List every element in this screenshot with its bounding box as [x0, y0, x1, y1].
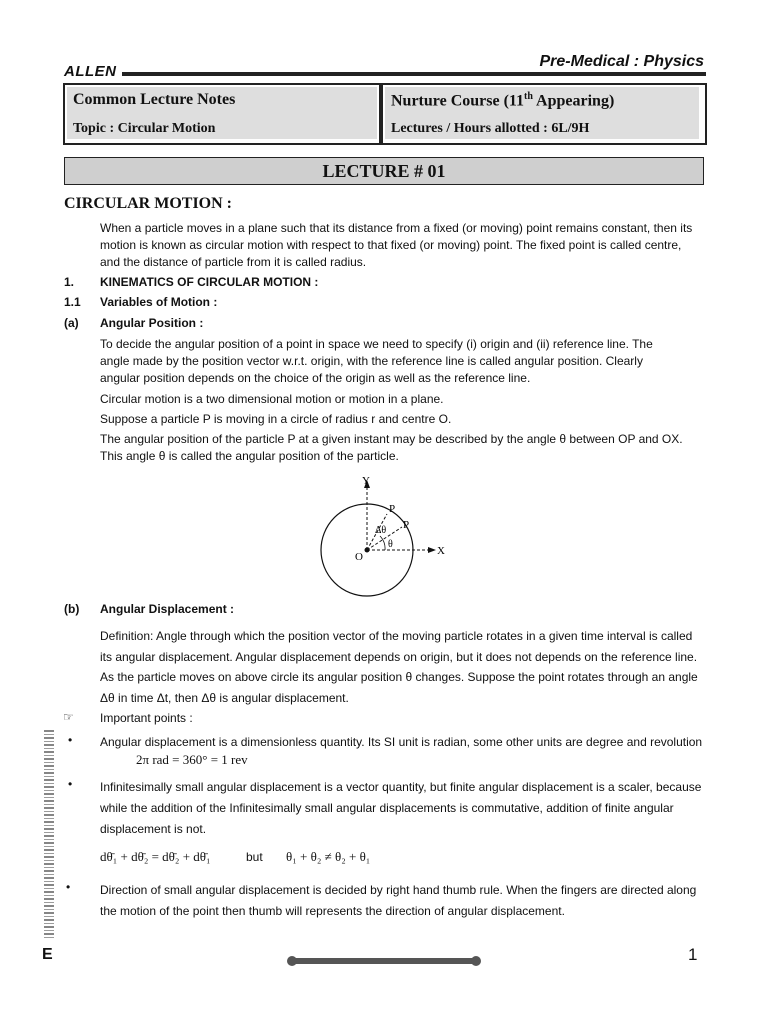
y-label: Y	[362, 475, 370, 487]
x-arrowhead	[428, 547, 436, 553]
bullet-icon: •	[68, 733, 73, 747]
header-rule	[122, 72, 706, 76]
side-file-path-strip	[44, 730, 54, 940]
origin-dot	[365, 548, 370, 553]
kinematics-number: 1.	[64, 275, 75, 289]
delta-theta-label: Δθ	[375, 525, 387, 536]
course-title: Nurture Course (11th Appearing)	[391, 91, 615, 110]
angular-displacement-number: (b)	[64, 602, 80, 616]
intro-paragraph: When a particle moves in a plane such that its distance from a fixed (or moving) point remains constant, then its motion is known as circular motion with respect to that fixed (or moving) point. The fixed point is called centre, and the distance of particle from it is called radius.	[100, 221, 693, 270]
topic-label: Topic : Circular Motion	[73, 121, 216, 136]
angular-displacement-text: Definition: Angle through which the position vector of the moving particle rotates in a given time interval is called its angular displacement. Angular displacement depends on origin, but it does not depends on the reference line. As the particle moves on above circle its angular position θ changes. Suppose the point rotates through an angle Δθ in time Δt, then Δθ is angular displacement.	[100, 629, 698, 705]
o-label: O	[355, 551, 363, 563]
variables-heading: Variables of Motion :	[100, 295, 218, 309]
course-notes-title: Common Lecture Notes	[73, 91, 236, 108]
section-title: CIRCULAR MOTION :	[64, 195, 232, 212]
footer-bar-right-dot	[471, 956, 481, 966]
x-label: X	[437, 545, 445, 557]
variables-number: 1.1	[64, 295, 81, 309]
lecture-title: LECTURE # 01	[64, 157, 704, 185]
bullet-1-text: Angular displacement is a dimensionless quantity. Its SI unit is radian, some other units are degree and revolution	[100, 735, 703, 749]
equation-but: but	[246, 850, 263, 864]
theta-label: θ	[388, 539, 393, 550]
bullet-3-text: Direction of small angular displacement is decided by right hand thumb rule. When the fingers are directed along the motion of the point then thumb will represents the direction of angular displacement.	[100, 883, 697, 918]
header-box	[63, 83, 707, 145]
bullet-icon: •	[68, 777, 73, 791]
header-left-cell	[67, 87, 377, 139]
pointing-hand-icon: ☞	[63, 710, 74, 724]
bullet-icon: •	[66, 880, 71, 894]
angular-position-heading: Angular Position :	[100, 316, 204, 330]
angular-displacement-heading: Angular Displacement :	[100, 602, 235, 616]
bullet-2-text: Infinitesimally small angular displacement is a vector quantity, but finite angular displacement is a scaler, because while the addition of the Infinitesimally small angular displacements is commutative, addition of finite angular displacement is not.	[100, 780, 702, 836]
footer-bar-left-dot	[287, 956, 297, 966]
allen-logo: ALLEN	[64, 63, 117, 80]
header-right-cell	[385, 87, 699, 139]
circular-motion-diagram	[300, 470, 470, 600]
lectures-allotted: Lectures / Hours allotted : 6L/9H	[391, 121, 590, 136]
important-points-label: Important points :	[100, 711, 193, 725]
header-divider	[379, 85, 383, 143]
kinematics-heading: KINEMATICS OF CIRCULAR MOTION :	[100, 275, 319, 289]
equation-commutative: dθ̄₁ + dθ̄₂ = dθ̄₂ + dθ̄₁	[100, 849, 211, 864]
subject-label: Pre-Medical : Physics	[539, 53, 704, 70]
p2-label: P	[403, 519, 410, 531]
page-number: 1	[688, 945, 698, 964]
angular-position-text: To decide the angular position of a point in space we need to specify (i) origin and (ii) reference line. The angle made by the position vector w.r.t. origin, with the reference line is called angular position. Clearly angular position depends on the choice of the origin as well as the reference line. Circular motion is a two dimensional motion or motion in a plane. Suppose a particle P is moving in a circle of radius r and centre O. The angular position of the particle P at a given instant may be described by the angle θ between OP and OX. This angle θ is called the angular position of the particle.	[100, 337, 683, 464]
page-letter: E	[42, 946, 53, 963]
equation-non-commutative: θ₁ + θ₂ ≠ θ₂ + θ₁	[286, 849, 371, 864]
footer-bar	[290, 958, 476, 964]
p1-label: P	[389, 503, 396, 515]
angular-position-number: (a)	[64, 316, 79, 330]
bullet-1-equation: 2π rad = 360° = 1 rev	[136, 752, 248, 767]
